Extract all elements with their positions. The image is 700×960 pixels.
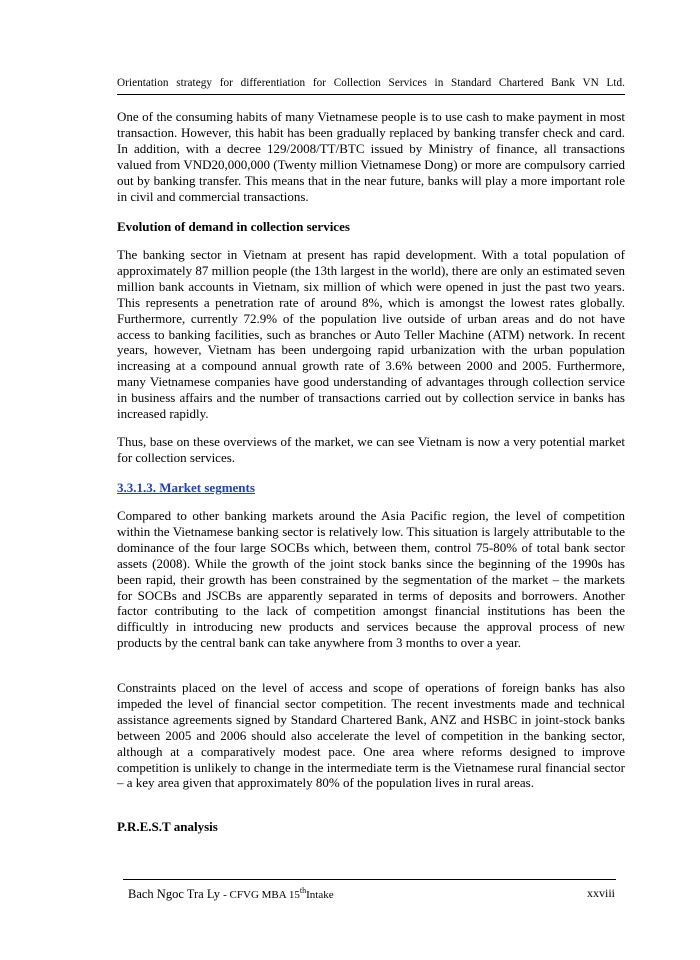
footer-program-suffix: Intake	[306, 889, 334, 901]
paragraph-market-overview: Thus, base on these overviews of the market, we can see Vietnam is now a very potential market for collection services.	[117, 434, 625, 465]
footer-program-prefix: - CFVG MBA 15	[223, 889, 300, 901]
paragraph-cash-habits: One of the consuming habits of many Vietnamese people is to use cash to make payment in most transaction. However, this habit has been gradually replaced by banking transfer check and card. In addition, with a decree 129/2008/TT/BTC issued by Ministry of finance, all transactions valued from VND20,000,000 (Twenty million Vietnamese Dong) or more are compulsory carried out by banking transfer. This means that in the near future, banks will play a more important role in civil and commercial transactions.	[117, 109, 625, 204]
footer-program	[223, 886, 334, 901]
paragraph-banking-sector: The banking sector in Vietnam at present has rapid development. With a total population of approximately 87 million people (the 13th largest in the world), there are only an estimated seven million bank accounts in Vietnam, six million of which were opened in just the past two years. This represents a penetration rate of around 8%, which is amongst the lowest rates globally. Furthermore, currently 72.9% of the population live outside of urban areas and do not have access to banking facilities, such as branches or Auto Teller Machine (ATM) network. In recent years, however, Vietnam has been undergoing rapid urbanization with the urban population increasing at a compound annual growth rate of 3.6% between 2000 and 2005. Furthermore, many Vietnamese companies have good understanding of advantages through collection service in business affairs and the number of transactions carried out by collection service in banks has increased rapidly.	[117, 247, 625, 422]
footer-author-name: Bach Ngoc Tra Ly	[128, 887, 221, 901]
section-heading-prest: P.R.E.S.T analysis	[117, 819, 218, 834]
footer-author	[128, 886, 334, 902]
footer-program-sup: th	[299, 886, 307, 895]
running-header: Orientation strategy for differentiation for Collection Services in Standard Chartered Bank VN Ltd.	[117, 77, 625, 89]
section-link-market-segments[interactable]: 3.3.1.3. Market segments	[117, 480, 255, 495]
section-heading-evolution: Evolution of demand in collection services	[117, 219, 350, 234]
header-divider	[117, 94, 625, 95]
paragraph-competition: Compared to other banking markets around the Asia Pacific region, the level of competition within the Vietnamese banking sector is relatively low. This situation is largely attributable to the dominance of the four large SOCBs which, between them, control 75-80% of total bank sector assets (2008). While the growth of the joint stock banks since the beginning of the 1990s has been rapid, their growth has been constrained by the segmentation of the market – the markets for SOCBs and JSCBs are apparently separated in terms of deposits and borrowers. Another factor contributing to the lack of competition amongst financial institutions has been the difficultly in introducing new products and services because the approval process of new products by the central bank can take anywhere from 3 months to over a year.	[117, 508, 625, 651]
page-number: xxviii	[587, 886, 616, 900]
footer-divider	[123, 879, 616, 880]
paragraph-foreign-banks: Constraints placed on the level of access and scope of operations of foreign banks has also impeded the level of financial sector competition. The recent investments made and technical assistance agreements signed by Standard Chartered Bank, ANZ and HSBC in joint-stock banks between 2005 and 2006 should also accelerate the level of competition in the banking sector, although at a comparatively modest pace. One area where reforms designed to improve competition is unlikely to change in the intermediate term is the Vietnamese rural financial sector – a key area given that approximately 80% of the population lives in rural areas.	[117, 680, 625, 791]
